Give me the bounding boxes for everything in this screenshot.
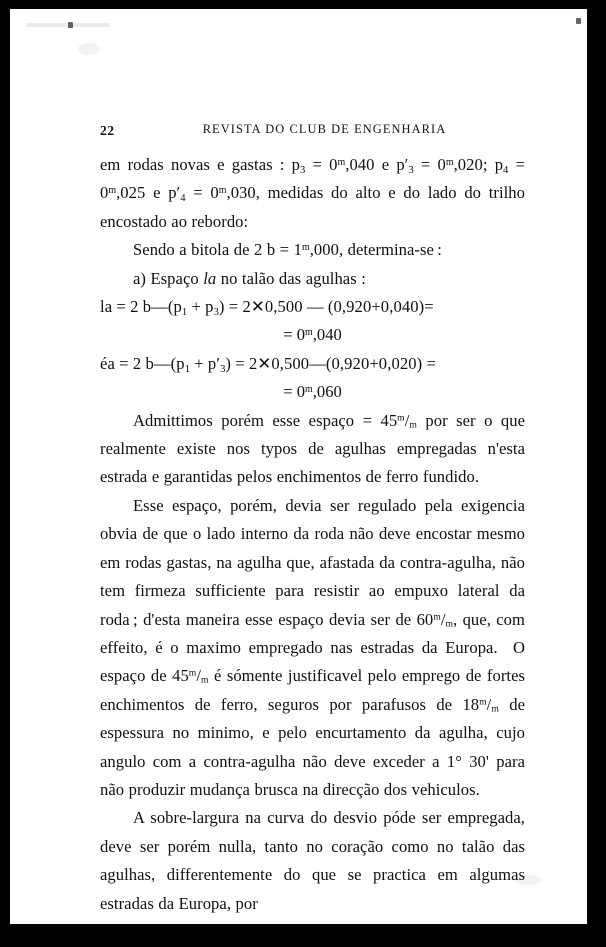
paragraph-continuation: em rodas novas e gastas : $p_3 = 0^m,040$ e $p'_3 = 0^m,020$; $p_4 = 0^m,025$ e $p'_4 = 0^m,030$, medidas do alto e do lado do trilho encostado ao rebordo: <box>100 155 525 231</box>
journal-title: REVISTA DO CLUB DE ENGENHARIA <box>202 122 447 136</box>
paragraph-admittimos: Admittimos porém esse espaço = $45^m/_m$ por ser o que realmente existe nos typos de agulhas empregadas n'esta estrada e garantidas pelos enchimentos de ferro fundido. <box>100 410 525 487</box>
line-item-a: a) Espaço la no talão das agulhas : <box>133 268 366 288</box>
text-column <box>100 122 525 918</box>
page-number: 22 <box>100 123 115 138</box>
equation-ea-line-2: = $0^m,060$ <box>283 382 342 402</box>
equation-la-line-2: = $0^m,040$ <box>283 325 342 345</box>
scan-artifact-speck-top-right <box>576 18 581 24</box>
running-head <box>100 122 525 142</box>
scan-artifact-speck-top-left <box>68 22 73 28</box>
paragraph-esse-espaco: Esse espaço, porém, devia ser regulado pela exigencia obvia de que o lado interno da roda não deve encostar mesmo em rodas gastas, na agulha que, afastada da contra-agulha, não tem firmeza sufficiente para resistir ao empuxo lateral da roda ; d'esta maneira esse espaço devia ser de $60^m/_m$, que, com effeito, é o maximo empregado nas estradas da Europa. O espaço de $45^m/_m$ é sómente justificavel pelo emprego de fortes enchimentos de ferro, seguros por parafusos de $18^m/_m$ de espessura no minimo, e pelo encurtamento da agulha, cujo angulo com a contra-agulha não deve exceder a 1° 30' para não produzir mudança brusca na direcção dos vehiculos. <box>100 495 525 799</box>
equation-ea-line-1: éa = 2 $b—(p_1 + p'_3)$ = 2✕0,500—(0,920+0,020) = <box>100 353 436 375</box>
line-sendo-bitola: Sendo a bitola de 2 $b = 1^m,000$, determina-se : <box>133 240 442 260</box>
scan-artifact-smudge-top-left <box>78 43 100 55</box>
page-paper <box>10 9 587 924</box>
equation-la-line-1: la = 2 $b—(p_1 + p_3)$ = 2✕0,500 — (0,920+0,040)= <box>100 297 434 318</box>
paragraph-sobre-largura: A sobre-largura na curva do desvio póde ser empregada, deve ser porém nulla, tanto no coração como no talão das agulhas, differentemente do que se practica em algumas estradas da Europa, por <box>100 808 525 913</box>
